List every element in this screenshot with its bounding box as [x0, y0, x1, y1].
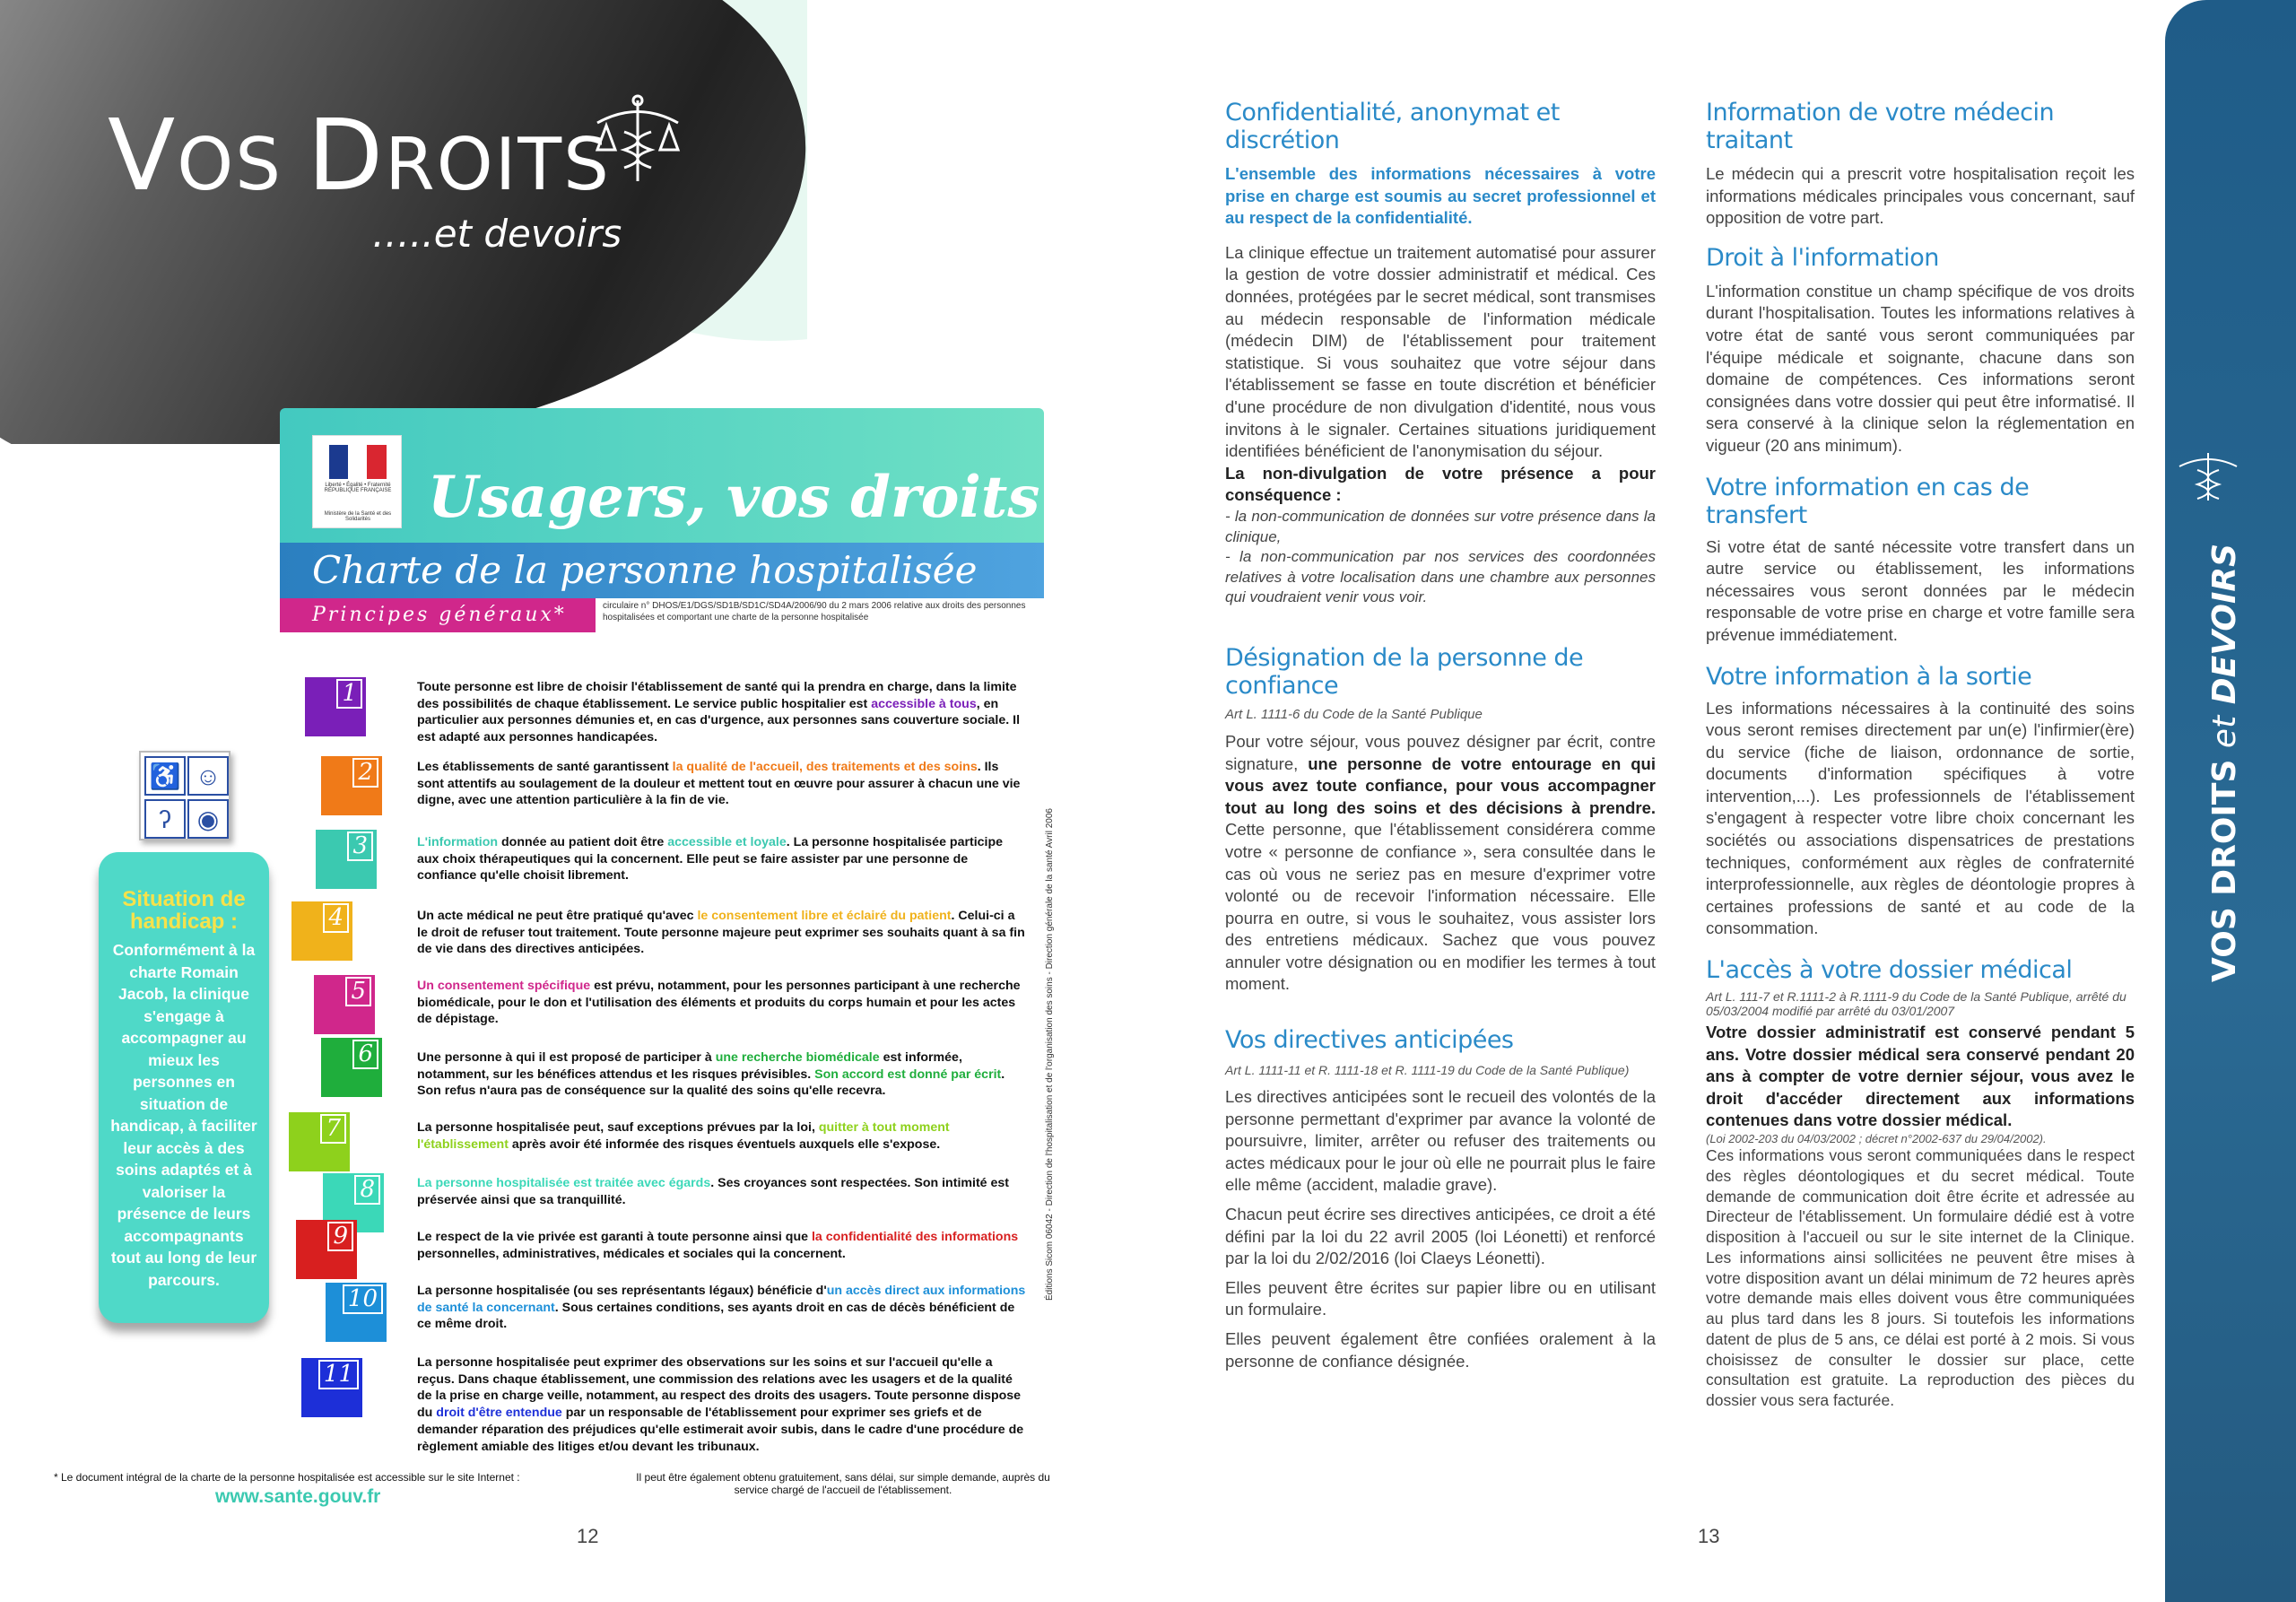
non-disclosure-heading: La non-divulgation de votre présence a pour conséquence : [1225, 463, 1656, 505]
rule-number-icon: 2 [321, 756, 382, 815]
rule-text: Le respect de la vie privée est garanti à toute personne ainsi que la confidentialité des informations personnelles, administratives, médicales et sociales qui la concernent. [417, 1230, 1019, 1261]
poster-title: Usagers, vos droits [428, 464, 1040, 531]
advance-directives-p4: Elles peuvent également être confiées oralement à la personne de confiance désignée. [1225, 1329, 1656, 1371]
poster-subtitle: Charte de la personne hospitalisée [312, 548, 978, 592]
eye-icon: ◉ [187, 799, 229, 839]
caduceus-scales-icon [588, 91, 687, 190]
discharge-text: Les informations nécessaires à la continuité des soins vous seront remises directement par un(e) l'infirmier(ère) du service (fiche de liaison, ordonnance de sortie, documents d'information spécifiques à votre intervention,...). Les professionnels de l'établissement s'engagent à respecter votre libre choix concernant les sociétés ou associations dispensatrices de prestations techniques, conformément aux règles de confraternité interprofessionnelle, aux règles de déontologie propres à certaines professions de santé et au code de la consommation. [1706, 698, 2135, 938]
medical-record-text: Ces informations vous seront communiquées dans le respect des règles déontologiques et du secret médical. Toute demande de communication doit être écrite et adressée au Directeur de l'établissement. Un formulaire dédié est à votre disposition à l'accueil ou sur le site internet de la Clinique. Les informations ainsi sollicitées ne peuvent être mises à votre disposition avant un délai minimum de 72 heures après votre demande mais elles doivent vous être communiquées au plus tard dans les 8 jours. Si toutefois les informations datent de plus de 5 ans, ce délai est porté à 2 mois. Si vous choisissez de consulter le dossier sur place, cette consultation est gratuite. La reproduction des pièces du dossier vous sera facturée. [1706, 1146, 2135, 1409]
rule-number-icon: 10 [326, 1283, 387, 1342]
republic-logo: Liberté • Égalité • Fraternité RÉPUBLIQUE FRANÇAISE Ministère de la Santé et des Solidarités [312, 435, 402, 528]
page-number-left: 12 [577, 1525, 599, 1547]
rule-number-icon: 4 [291, 901, 352, 961]
advance-directives-ref: Art L. 1111-11 et R. 1111-18 et R. 1111-19 du Code de la Santé Publique) [1225, 1063, 1630, 1078]
rule-number-icon: 11 [301, 1358, 362, 1417]
advance-directives-p1: Les directives anticipées sont le recueil des volontés de la personne permettant d'exprimer par avance la volonté de poursuivre, limiter, arrêter ou refuser des traitements ou actes médicaux pour le jour où elle ne pourrait plus le faire elle même (accident, maladie grave). [1225, 1087, 1656, 1195]
rule-number-icon: 3 [316, 830, 377, 889]
heading-medical-record: L'accès à votre dossier médical [1706, 956, 2073, 985]
gp-info-text: Le médecin qui a prescrit votre hospitalisation reçoit les informations médicales principales vous concernant, sauf opposition de votre part. [1706, 164, 2135, 228]
non-disclosure-item-2: - la non-communication par nos services des coordonnées relatives à votre localisation dans une chambre aux personnes qui voudraient venir vous voir. [1225, 548, 1656, 606]
caduceus-icon [2172, 448, 2244, 502]
poster-principles: Principes généraux* [312, 604, 567, 626]
rule-text: La personne hospitalisée peut exprimer des observations sur les soins et sur l'accueil qu'elle a reçus. Dans chaque établissement, une commission des relations avec les usagers et de la qualité de la prise en charge veille, notamment, au respect des droits des usagers. Toute personne dispose du droit d'être entendue par un responsable de l'établissement pour exprimer ses griefs et de demander réparation des préjudices qu'elle estimerait avoir subis, dans le cadre d'une procédure de règlement amiable des litiges et/ou devant les tribunaux. [417, 1355, 1024, 1454]
rule-number-icon: 6 [321, 1038, 382, 1097]
heading-discharge: Votre information à la sortie [1706, 662, 2032, 691]
rule-text: Les établissements de santé garantissent la qualité de l'accueil, des traitements et des soins. Ils sont attentifs au soulagement de la douleur et mettent tout en œuvre pour assurer à chacun une vie digne, avec une attention particulière à la fin de vie. [417, 760, 1021, 808]
rule-text: La personne hospitalisée peut, sauf exceptions prévues par la loi, quitter à tout moment l'établissement après avoir été informée des risques éventuels auxquels elle s'expose. [417, 1120, 950, 1152]
poster-circular: circulaire n° DHOS/E1/DGS/SD1B/SD1C/SD4A/2006/90 du 2 mars 2006 relative aux droits des personnes hospitalisées et comportant une charte de la personne hospitalisée [603, 601, 1026, 623]
heading-trusted-person: Désignation de la personne de confiance [1225, 643, 1584, 700]
charter-poster-header [280, 408, 1044, 632]
main-subtitle: …..et devoirs [372, 212, 622, 256]
advance-directives-p3: Elles peuvent être écrites sur papier libre ou en utilisant un formulaire. [1225, 1277, 1656, 1319]
rule-text: L'information donnée au patient doit être accessible et loyale. La personne hospitalisée participe aux choix thérapeutiques qui la concernent. Elle peut se faire assister par une personne de confiance qu'elle choisit librement. [417, 835, 1004, 884]
rule-number-icon: 5 [314, 975, 375, 1034]
medical-record-retention: Votre dossier administratif est conservé pendant 5 ans. Votre dossier médical sera conservé pendant 20 ans à compter de votre dernier séjour, vous avez le droit d'accéder directement aux informations contenues dans votre dossier médical. [1706, 1023, 2135, 1130]
trusted-person-ref: Art L. 1111-6 du Code de la Santé Publique [1225, 706, 1483, 722]
ear-icon: ʔ [144, 799, 186, 839]
sante-link[interactable]: www.sante.gouv.fr [215, 1486, 381, 1507]
confidentiality-lead: L'ensemble des informations nécessaires à votre prise en charge est soumis au secret professionnel et au respect de la confidentialité. [1225, 164, 1656, 228]
rule-text: Un consentement spécifique est prévu, notamment, pour les personnes participant à une recherche biomédicale, pour le don et l'utilisation des éléments et produits du corps humain et pour les actes de dépistage. [417, 979, 1021, 1027]
main-title: VOS DROITS [108, 98, 611, 213]
column-1 [1225, 99, 1656, 1372]
heading-transfer: Votre information en cas de transfert [1706, 473, 2030, 529]
handicap-text: Conformément à la charte Romain Jacob, la clinique s'engage à accompagner au mieux les personnes en situation de handicap, à faciliter leur accès à des soins adaptés et à valoriser la présence de leurs accompagnants tout au long de leur parcours. [110, 941, 257, 1289]
footnote-right: Il peut être également obtenu gratuitement, sans délai, sur simple demande, auprès du service chargé de l'accueil de l'établissement. [636, 1471, 1050, 1496]
band-title: VOS DROITS et DEVOIRS [2206, 543, 2243, 982]
rule-text: Une personne à qui il est proposé de participer à une recherche biomédicale est informée, notamment, sur les bénéfices attendus et les risques prévisibles. Son accord est donné par écrit. Son refus n'aura pas de conséquence sur la qualité des soins qu'elle recevra. [417, 1050, 1005, 1099]
heading-advance-directives: Vos directives anticipées [1225, 1026, 1514, 1055]
handicap-box [99, 852, 269, 1323]
trusted-person-text: Pour votre séjour, vous pouvez désigner par écrit, contre signature, une personne de votre entourage en qui vous avez toute confiance, pour vous accompagner tout au long des soins et des décisions à prendre. Cette personne, que l'établissement considérera comme votre « personne de confiance », sera consultée dans le cas où vous ne seriez pas en mesure d'exprimer votre volonté ou de recevoir l'information nécessaire. Elle pourra en outre, si vous le souhaitez, vous assister lors des entretiens médicaux. Sachez que vous pouvez annuler votre désignation ou en modifier les termes à tout moment. [1225, 731, 1656, 994]
rule-number-icon: 1 [305, 677, 366, 736]
medical-record-law: (Loi 2002-203 du 04/03/2002 ; décret n°2002-637 du 29/04/2002). [1706, 1132, 2047, 1145]
advance-directives-p2: Chacun peut écrire ses directives anticipées, ce droit a été défini par la loi du 22 avril 2005 (loi Léonetti) et renforcé par la loi du 2/02/2016 (loi Claeys Léonetti). [1225, 1205, 1656, 1268]
page-number-right: 13 [1698, 1525, 1720, 1547]
accessibility-icons [139, 751, 230, 840]
heading-confidentiality: Confidentialité, anonymat et discrétion [1225, 99, 1560, 154]
rule-number-icon: 9 [296, 1220, 357, 1279]
rule-text: La personne hospitalisée (ou ses représentants légaux) bénéficie d'un accès direct aux informations de santé la concernant. Sous certaines conditions, ses ayants droit en cas de décès bénéficient de ce même droit. [417, 1284, 1026, 1332]
rule-text: Toute personne est libre de choisir l'établissement de santé qui la prendra en charge, dans la limite des possibilités de chaque établissement. Le service public hospitalier est accessible à tous, en particulier aux personnes démunies et, en cas d'urgence, aux personnes sans couverture sociale. Il est adapté aux personnes handicapées. [417, 680, 1021, 745]
rule-number-icon: 8 [323, 1173, 384, 1232]
rule-text: Un acte médical ne peut être pratiqué qu'avec le consentement libre et éclairé du patient. Celui-ci a le droit de refuser tout traitement. Toute personne majeure peut exprimer ses souhaits quant à sa fin de vie dans des directives anticipées. [417, 909, 1025, 957]
rule-text: La personne hospitalisée est traitée avec égards. Ses croyances sont respectées. Son intimité est préservée ainsi que sa tranquillité. [417, 1176, 1010, 1207]
footnote-left: * Le document intégral de la charte de la personne hospitalisée est accessible sur le site Internet : [54, 1471, 520, 1484]
non-disclosure-item-1: - la non-communication de données sur votre présence dans la clinique, [1225, 507, 1656, 545]
poster-credit: Éditions Sicom 06042 - Direction de l'hospitalisation et de l'organisation des soins - Direction générale de la santé Avril 2006 [1045, 808, 1055, 1301]
heading-gp-info: Information de votre médecin traitant [1706, 99, 2055, 154]
right-to-info-text: L'information constitue un champ spécifique de vos droits durant l'hospitalisation. Toutes les informations relatives à votre état de santé vous seront communiquées par l'équipe médicale et soignante, chacune dans son domaine de compétences. Ces informations seront consignées dans votre dossier qui peut être informatisé. Il sera conservé à la clinique selon la réglementation en vigueur (20 ans minimum). [1706, 281, 2135, 455]
heading-right-to-info: Droit à l'information [1706, 243, 1939, 272]
column-2 [1706, 99, 2135, 1411]
medical-record-ref: Art L. 111-7 et R.1111-2 à R.1111-9 du Code de la Santé Publique, arrêté du 05/03/2004 modifié par arrêté du 03/01/2007 [1706, 989, 2126, 1019]
confidentiality-text: La clinique effectue un traitement automatisé pour assurer la gestion de votre dossier administratif et médical. Ces données, protégées par le secret médical, sont transmises au médecin responsable de l'information médicale (médecin DIM) de l'établissement pour traitement statistique. Si vous souhaitez que votre séjour dans l'établissement se fasse en toute discrétion et bénéficier d'une procédure de non divulgation d'identité, nous vous invitons à le signaler. Certaines situations juridiquement identifiées bénéficient de l'anonymisation du séjour. [1225, 242, 1656, 461]
handicap-title: Situation de handicap : [122, 887, 246, 935]
wheelchair-icon: ♿ [144, 756, 186, 796]
transfer-text: Si votre état de santé nécessite votre transfert dans un autre service ou établissement, les informations nécessaires vous seront données par le médecin responsable de votre prise en charge et votre famille sera prévenue immédiatement. [1706, 536, 2135, 644]
rule-number-icon: 7 [289, 1112, 350, 1171]
mask-icon: ☺ [187, 756, 229, 796]
